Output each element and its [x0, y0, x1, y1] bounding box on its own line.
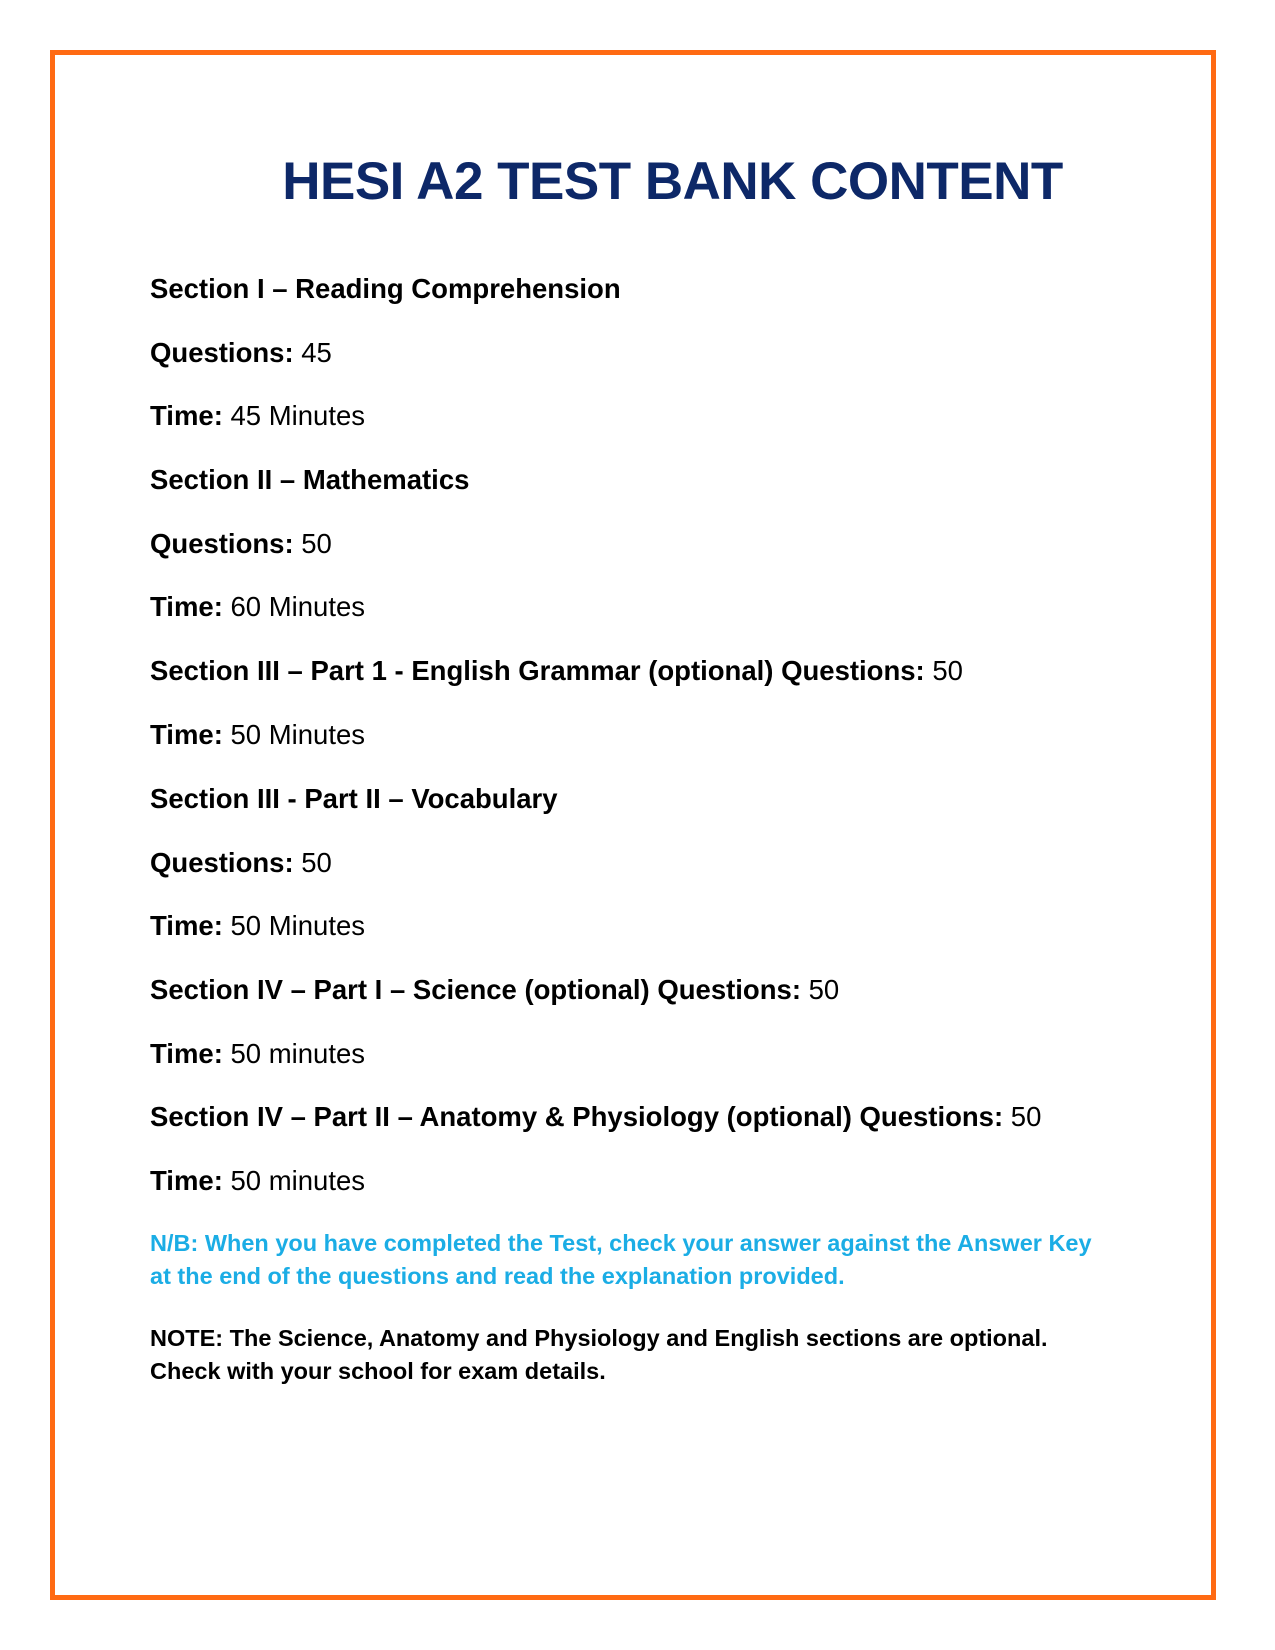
- section-heading: [150, 1100, 1041, 1134]
- line-label: Section IV – Part I – Science (optional) Questions:: [150, 974, 801, 1005]
- line-label: Time:: [150, 910, 223, 941]
- line-label: Section III – Part 1 - English Grammar (optional) Questions:: [150, 655, 925, 686]
- line-value: 50: [293, 528, 332, 559]
- nb-note: N/B: When you have completed the Test, check your answer against the Answer Key at the end of the questions and read the explanation provided.: [150, 1230, 1092, 1289]
- line-label: Questions:: [150, 337, 294, 368]
- line-label: Questions:: [150, 847, 294, 878]
- line-label: Time:: [150, 719, 223, 750]
- section-heading: [150, 782, 558, 816]
- section-heading: [150, 463, 469, 497]
- line-label: Section IV – Part II – Anatomy & Physiology (optional) Questions:: [150, 1101, 1004, 1132]
- questions-line: [150, 336, 332, 370]
- line-label: Time:: [150, 1038, 223, 1069]
- line-label: Questions:: [150, 528, 294, 559]
- section-heading: [150, 272, 621, 306]
- time-line: [150, 909, 365, 943]
- section-heading: [150, 973, 839, 1007]
- line-label: Section I – Reading Comprehension: [150, 273, 621, 304]
- line-value: 50 minutes: [222, 1165, 366, 1196]
- line-value: 45 Minutes: [222, 400, 366, 431]
- line-label: Section II – Mathematics: [150, 464, 470, 495]
- line-value: 50: [924, 655, 963, 686]
- section-heading: [150, 654, 963, 688]
- questions-line: [150, 846, 332, 880]
- time-line: [150, 399, 365, 433]
- line-value: 60 Minutes: [222, 591, 366, 622]
- line-value: 45: [293, 337, 332, 368]
- time-line: [150, 1164, 365, 1198]
- line-label: Section III - Part II – Vocabulary: [150, 783, 558, 814]
- line-label: Time:: [150, 400, 223, 431]
- time-line: [150, 718, 365, 752]
- time-line: [150, 1037, 365, 1071]
- line-value: 50: [1003, 1101, 1042, 1132]
- line-value: 50 Minutes: [222, 719, 366, 750]
- line-value: 50: [800, 974, 840, 1005]
- exam-note: NOTE: The Science, Anatomy and Physiology and English sections are optional. Check with your school for exam details.: [150, 1325, 1048, 1384]
- questions-line: [150, 527, 332, 561]
- line-value: 50 minutes: [222, 1038, 366, 1069]
- page-title: HESI A2 TEST BANK CONTENT: [282, 152, 1063, 211]
- time-line: [150, 590, 365, 624]
- line-value: 50 Minutes: [222, 910, 366, 941]
- line-value: 50: [293, 847, 332, 878]
- line-label: Time:: [150, 591, 223, 622]
- line-label: Time:: [150, 1165, 223, 1196]
